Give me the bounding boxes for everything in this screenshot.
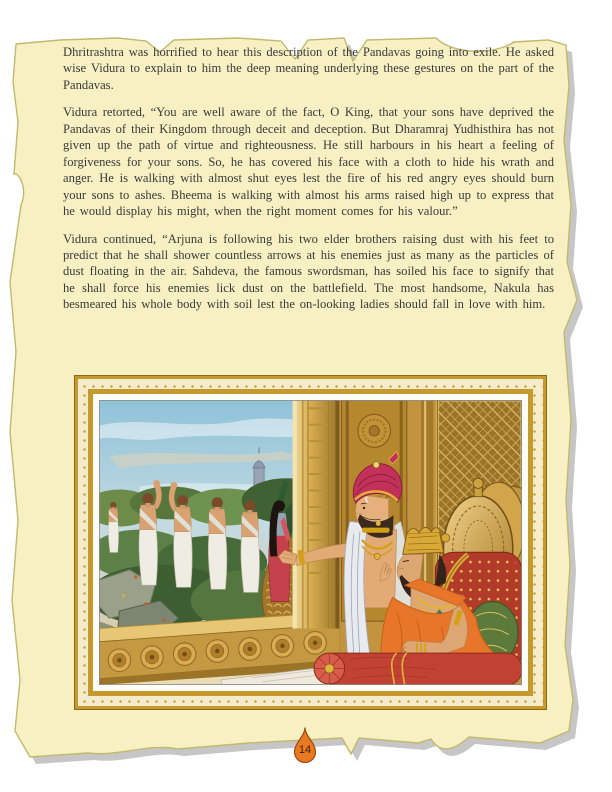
window-pillar (293, 400, 340, 628)
page-number: 14 (298, 744, 312, 756)
illustration-frame-inner-border (88, 389, 533, 696)
sahdeva-figure (241, 500, 260, 592)
illustration-frame (75, 376, 546, 709)
paragraph-2: Vidura retorted, “You are well aware of the fact, O King, that your sons have deprived the Pandavas of their Kingdom through deceit and deception. But Dharamraj Yudhisthira has not given up the path of virtue and righteousness. He still harbours in his heart a feeling of forgiveness for your sons. So, he has covered his face with a cloth to hide his wrath and anger. He is walking with almost shut eyes lest the fire of his red angry eyes should burn your sons to ashes. Bheema is walking with almost his arms raised high up to express that he would display his might, when the right moment comes for his valour.” (63, 105, 554, 219)
paragraph-1: Dhritrashtra was horrified to hear this description of the Pandavas going into exile. He asked wise Vidura to explain to him the deep meaning underlying these gestures on the part of the Pandavas. (63, 45, 554, 92)
illustration-painting (99, 400, 522, 685)
distant-figure (108, 502, 118, 553)
illustration-frame-white-mat (99, 400, 522, 685)
paragraph-3: Vidura continued, “Arjuna is following his two elder brothers raising dust with his feet to predict that he shall shower countless arrows at his enemies just as many as the particles of dust floating in the air. Sahdeva, the famous swordsman, has soiled his face to signify that he shall force his enemies lick dust on the battlefield. The most handsome, Nakula has besmeared his whole body with soil lest the on-looking ladies should fall in love with him. (63, 231, 554, 312)
nakula-figure (208, 497, 227, 589)
page-number-badge (291, 726, 319, 764)
story-text (63, 44, 554, 324)
